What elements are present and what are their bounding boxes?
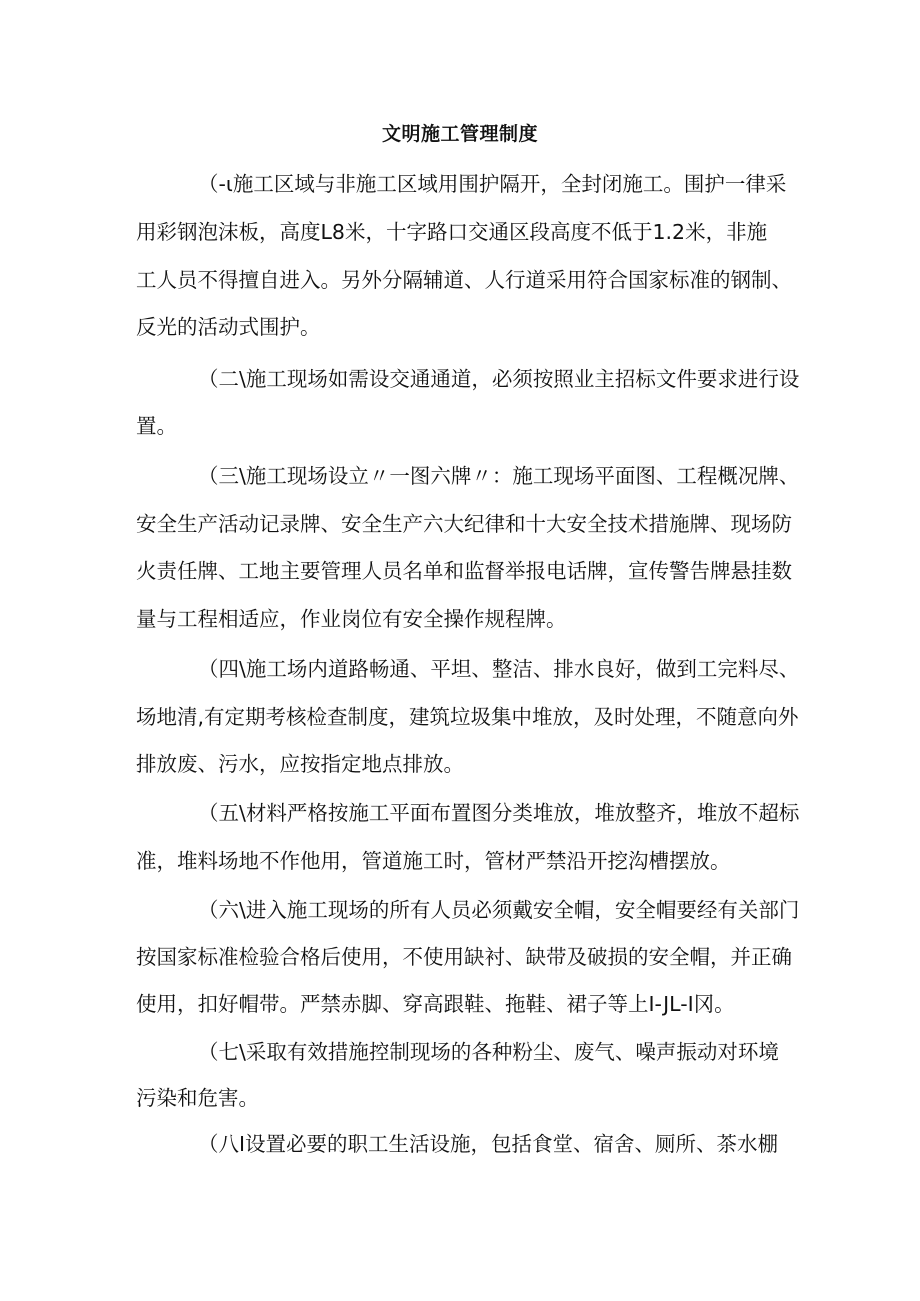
paragraph-line: 场地清,有定期考核检查制度，建筑垃圾集中堆放，及时处理，不随意向外 bbox=[136, 705, 799, 729]
paragraph-line: （七\采取有效措施控制现场的各种粉尘、废气、噪声振动对环境 bbox=[198, 1040, 779, 1064]
paragraph-line: 工人员不得擅自进入。另外分隔辅道、人行道采用符合国家标准的钢制、 bbox=[136, 268, 792, 292]
paragraph-line: （五\材料严格按施工平面布置图分类堆放，堆放整齐，堆放不超标 bbox=[198, 801, 800, 825]
paragraph-line: 使用，扣好帽带。严禁赤脚、穿高跟鞋、拖鞋、裙子等上I-JL-I冈。 bbox=[136, 992, 735, 1016]
paragraph-line: 安全生产活动记录牌、安全生产六大纪律和十大安全技术措施牌、现场防 bbox=[136, 512, 792, 536]
paragraph-line: 按国家标准检验合格后使用，不使用缺衬、缺带及破损的安全帽，并正确 bbox=[136, 945, 792, 969]
paragraph-line: （六\进入施工现场的所有人员必须戴安全帽，安全帽要经有关部门 bbox=[198, 898, 800, 922]
paragraph-line: 反光的活动式围护。 bbox=[136, 315, 321, 339]
paragraph-line: 置。 bbox=[136, 414, 177, 438]
paragraph-line: （-ι施工区域与非施工区域用围护隔开，全封闭施工。围护一律采 bbox=[198, 172, 787, 196]
paragraph-line: 污染和危害。 bbox=[136, 1086, 259, 1110]
paragraph-line: （八I设置必要的职工生活设施，包括食堂、宿舍、厕所、茶水棚 bbox=[198, 1132, 779, 1156]
paragraph-line: 量与工程相适应，作业岗位有安全操作规程牌。 bbox=[136, 607, 567, 631]
paragraph-line: 用彩钢泡沫板，高度L8米，十字路口交通区段高度不低于1.2米，非施 bbox=[136, 220, 768, 244]
document-title: 文明施工管理制度 bbox=[381, 123, 538, 145]
paragraph-line: （三\施工现场设立〃一图六牌〃：施工现场平面图、工程概况牌、 bbox=[198, 464, 800, 488]
paragraph-line: （四\施工场内道路畅通、平坦、整洁、排水良好，做到工完料尽、 bbox=[198, 657, 800, 681]
paragraph-line: 排放废、污水，应按指定地点排放。 bbox=[136, 752, 464, 776]
paragraph-line: 火责任牌、工地主要管理人员名单和监督举报电话牌，宣传警告牌悬挂数 bbox=[136, 559, 792, 583]
paragraph-line: （二\施工现场如需设交通通道，必须按照业主招标文件要求进行设 bbox=[198, 367, 800, 391]
paragraph-line: 准，堆料场地不作他用，管道施工时，管材严禁沿开挖沟槽摆放。 bbox=[136, 849, 731, 873]
